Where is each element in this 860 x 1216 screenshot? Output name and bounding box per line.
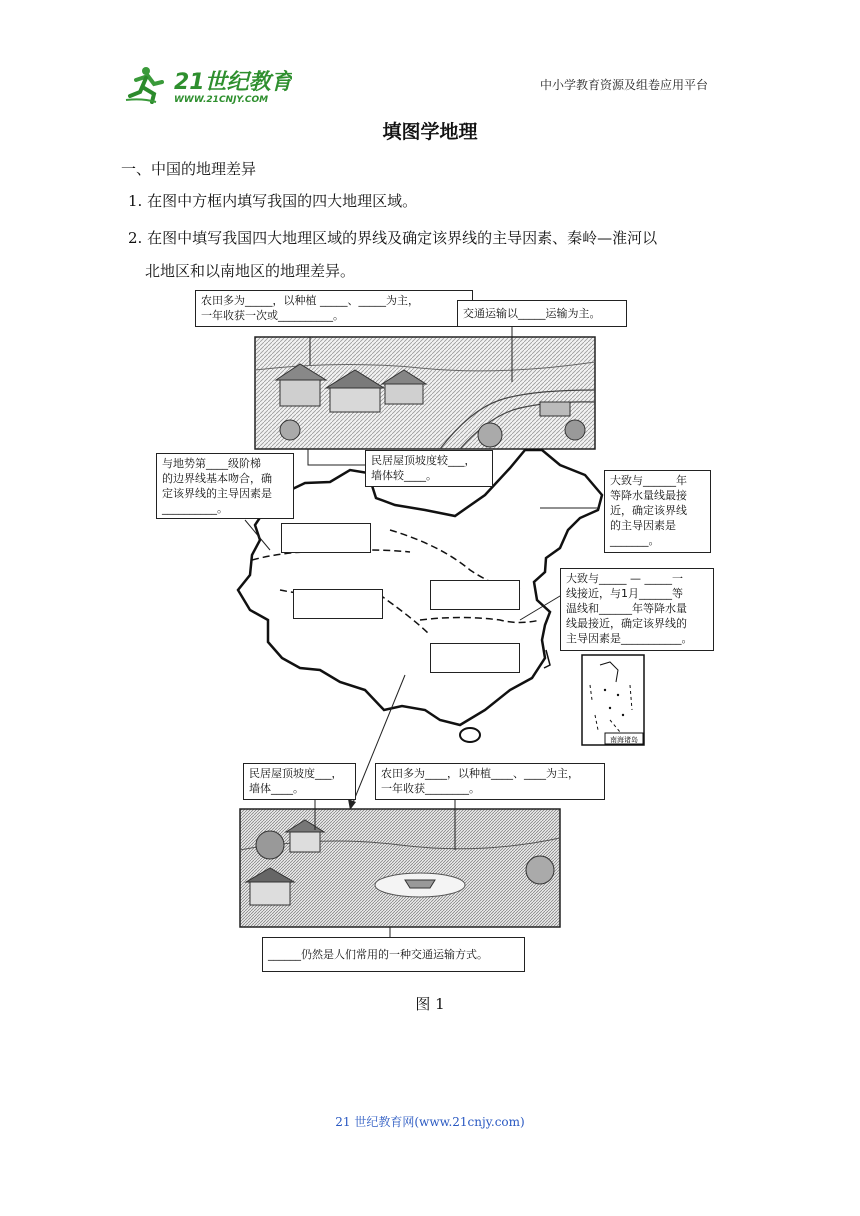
callout-north-transport bbox=[457, 300, 627, 327]
figure-caption: 图 1 bbox=[415, 995, 445, 1013]
callout-text: 民居屋顶坡度较___， bbox=[371, 454, 476, 467]
logo-url-text: WWW.21CNJY.COM bbox=[174, 95, 269, 105]
callout-text: 农田多为_____，以种植 _____、_____为主， bbox=[201, 294, 419, 307]
callout-text: _______。 bbox=[610, 534, 660, 547]
region-box-qinghai-tibet[interactable] bbox=[293, 589, 383, 619]
south-scene-illustration bbox=[240, 796, 560, 942]
page-title: 填图学地理 bbox=[382, 121, 478, 143]
section-heading: 一、中国的地理差异 bbox=[121, 160, 257, 178]
callout-text: 定该界线的主导因素是 bbox=[162, 487, 272, 500]
callout-text: __________。 bbox=[162, 502, 228, 515]
question-1: 1. 在图中方框内填写我国的四大地理区域。 bbox=[128, 192, 418, 210]
site-logo bbox=[122, 62, 292, 108]
region-box-south[interactable] bbox=[430, 643, 520, 673]
inset-label: 南海诸岛 bbox=[610, 736, 638, 744]
callout-text: 一年收获一次或__________。 bbox=[201, 309, 344, 322]
region-box-northwest[interactable] bbox=[281, 523, 371, 553]
platform-label: 中小学教育资源及组卷应用平台 bbox=[540, 78, 709, 92]
south-china-sea-inset bbox=[582, 655, 644, 745]
region-box-north[interactable] bbox=[430, 580, 520, 610]
callout-northeast-boundary bbox=[604, 470, 711, 553]
footer-link[interactable]: 21 世纪教育网(www.21cnjy.com) bbox=[335, 1115, 525, 1129]
callout-south-transport bbox=[262, 937, 525, 972]
callout-text: ______仍然是人们常用的一种交通运输方式。 bbox=[268, 948, 488, 961]
callout-text: 大致与______年 bbox=[610, 474, 687, 487]
callout-text: 交通运输以_____运输为主。 bbox=[463, 307, 601, 320]
callout-south-house bbox=[243, 763, 356, 800]
connector-north-house bbox=[308, 449, 370, 465]
figure-1 bbox=[140, 290, 740, 980]
callout-text: 线接近，与1月______等 bbox=[566, 587, 683, 600]
north-scene-illustration bbox=[255, 325, 595, 449]
callout-text: 大致与_____ — _____一 bbox=[566, 572, 683, 585]
callout-text: 农田多为____，以种植____、____为主， bbox=[381, 767, 579, 780]
question-2-line-2: 北地区和以南地区的地理差异。 bbox=[145, 262, 356, 280]
question-2-line-1: 2. 在图中填写我国四大地理区域的界线及确定该界线的主导因素、秦岭—淮河以 bbox=[128, 229, 658, 247]
callout-text: 等降水量线最接 bbox=[610, 489, 687, 502]
callout-text: 温线和______年等降水量 bbox=[566, 602, 687, 615]
runner-icon bbox=[126, 67, 162, 102]
callout-qinling-huaihe bbox=[560, 568, 714, 651]
callout-text: 的边界线基本吻合，确 bbox=[162, 472, 272, 485]
callout-text: 墙体____。 bbox=[249, 782, 304, 795]
callout-text: 近，确定该界线 bbox=[610, 504, 687, 517]
callout-step-boundary bbox=[156, 453, 294, 519]
callout-text: 主导因素是___________。 bbox=[566, 632, 693, 645]
callout-text: 墙体较____。 bbox=[371, 469, 437, 482]
callout-text: 线最接近，确定该界线的 bbox=[566, 617, 687, 630]
callout-text: 的主导因素是 bbox=[610, 519, 676, 532]
callout-north-farmland bbox=[195, 290, 473, 327]
logo-text: 21世纪教育 bbox=[174, 70, 292, 95]
callout-text: 民居屋顶坡度___， bbox=[249, 767, 343, 780]
callout-south-farmland bbox=[375, 763, 605, 800]
callout-north-house bbox=[365, 450, 493, 487]
callout-text: 一年收获________。 bbox=[381, 782, 480, 795]
callout-text: 与地势第____级阶梯 bbox=[162, 457, 261, 470]
